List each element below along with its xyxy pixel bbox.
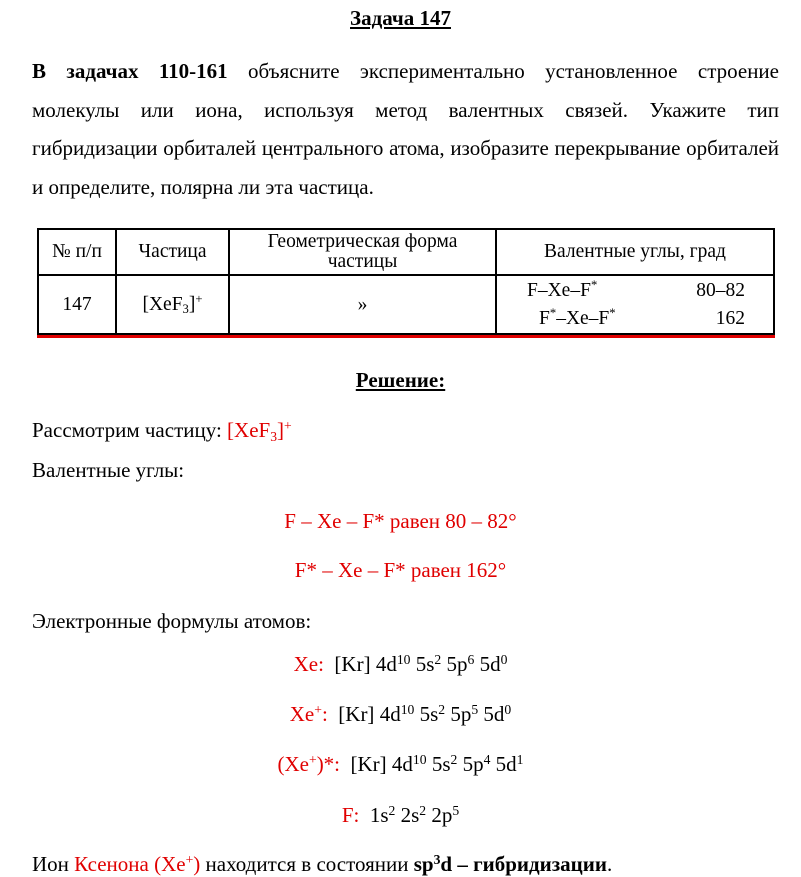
formula-xe-excited: (Xe+)*: [Kr] $4d^{10}$ $5s^2$ $5p^4$ $5d^1$ [277,751,524,776]
task-title: Задача 147 [350,6,451,30]
header-particle: Частица [116,229,229,275]
formula-f: F: $1s^2$ $2s^2$ $2p^5$ [341,802,460,827]
formula-xe-ion: Xe+: [Kr] $4d^{10}$ $5s^2$ $5p^5$ $5d^0$ [289,701,512,726]
header-shape: Геометрическая форма частицы [229,229,496,275]
electron-formulas-label: Электронные формулы атомов: [32,609,312,633]
angle-row-2: F*–Xe–F* 162 [539,305,745,329]
header-number: № п/п [38,229,116,275]
header-angles: Валентные углы, град [496,229,774,275]
task-description [32,52,779,206]
angle-line-1: F – Xe – F* равен 80 – 82° [284,509,517,533]
cell-number: 147 [38,275,116,334]
hybridization-line: Ион Ксенона (Xe+) находится в состоянии $sp^3d$ – гибридизации. [32,851,613,876]
solution-title: Решение: [355,368,446,392]
valence-angles-label: Валентные углы: [32,458,185,482]
table-header-row [38,229,774,275]
cell-particle: [XeF$_3$]+ [116,275,229,334]
cell-shape: » [229,275,496,334]
consider-line: Рассмотрим частицу: [XeF$_3$]+ [32,417,292,444]
angle-row-1: F–Xe–F* 80–82 [527,277,745,301]
angle-line-2: F* – Xe – F* равен 162° [294,558,507,582]
cell-angles [496,275,774,334]
table-row [38,275,774,334]
formula-xe: Xe: [Kr] $4d^{10}$ $5s^2$ $5p^6$ $5d^0$ [293,651,508,676]
task-text: объясните экспериментально установленное строение молекулы или иона, используя метод валентных связей. Укажите тип гибридизации орбиталей центрального атома, изобразите перекрывание орбиталей и определите, полярна ли эта частица. [32,59,779,199]
task-range: В задачах 110-161 [32,59,228,83]
consider-particle: [XeF$_3$]+ [227,417,292,444]
task-table [37,228,775,335]
table-red-underline [37,335,775,338]
